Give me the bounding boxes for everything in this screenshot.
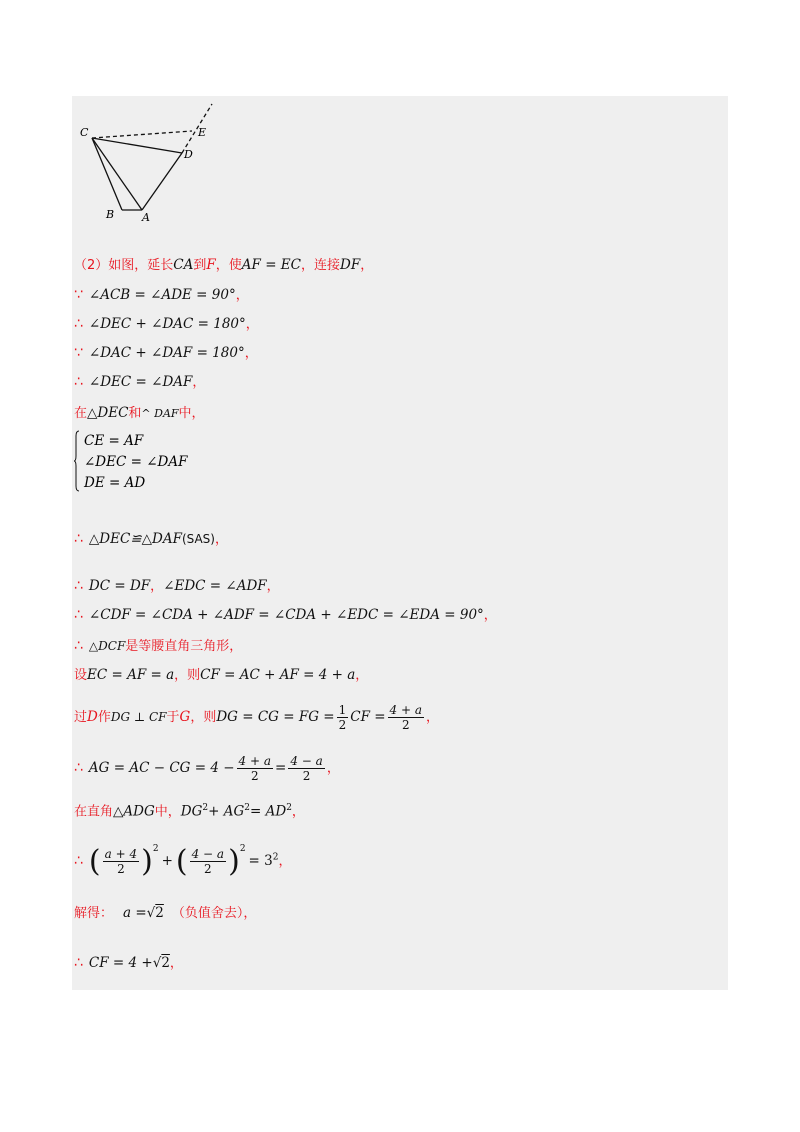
math-ca: CA — [173, 257, 194, 273]
math-l4: ∠DAC + ∠DAF = 180° — [88, 345, 245, 361]
math-l5: ∠DEC = ∠DAF — [88, 374, 193, 390]
math-eq-ad: = AD — [250, 803, 287, 820]
line-10 — [74, 631, 242, 661]
math-cf-final: CF = 4 + — [88, 955, 153, 971]
line-2 — [74, 280, 249, 310]
line-8 — [74, 571, 280, 601]
equation-system — [74, 430, 234, 496]
text-reject-negative: （负值舍去）， — [171, 906, 257, 921]
text-isosceles-right: 是等腰直角三角形， — [125, 639, 243, 654]
comma: ， — [426, 710, 440, 725]
line-4 — [74, 338, 258, 368]
math-tri-dec: △DEC — [87, 405, 129, 421]
label-c: C — [80, 126, 89, 139]
because-symbol: ∵ — [74, 287, 83, 303]
math-df: DF — [340, 257, 361, 273]
fraction-numerator: 4 − a — [191, 847, 225, 861]
math-angle-cdf: ∠CDF = ∠CDA + ∠ADF = ∠CDA + ∠EDC = ∠EDA = 90° — [88, 607, 484, 623]
math-af-ec: AF = EC — [241, 257, 301, 273]
therefore-symbol: ∴ — [74, 374, 83, 390]
comma: ， — [291, 804, 305, 820]
right-paren-icon: ) — [228, 843, 240, 879]
label-e: E — [198, 126, 207, 139]
therefore-symbol: ∴ — [74, 853, 83, 869]
line-3 — [74, 309, 259, 339]
math-f: F — [206, 257, 216, 273]
left-paren-icon: ( — [88, 843, 101, 879]
line-7 — [74, 524, 228, 554]
math-ag: AG = AC − CG = 4 − — [88, 760, 235, 776]
line-14 — [74, 793, 305, 823]
math-d: D — [87, 709, 98, 725]
superscript-2: 2 — [244, 803, 250, 813]
math-tri-adg: △ADG — [113, 803, 155, 820]
dashed-line-de — [182, 104, 212, 153]
text-through: 过 — [74, 710, 88, 725]
fraction-4-plus-a-over-2 — [237, 754, 273, 783]
comma: ， — [483, 608, 497, 623]
text-to: 到 — [193, 258, 207, 273]
comma: ， — [244, 346, 258, 361]
comma: ， — [355, 668, 369, 683]
math-dc-df: DC = DF — [88, 578, 151, 594]
comma: ， — [245, 317, 259, 332]
text-let: 设 — [74, 668, 88, 683]
line-12 — [74, 697, 439, 737]
label-d: D — [184, 148, 193, 161]
sqrt-radicand: 2 — [161, 955, 170, 971]
math-cf-eq: CF = — [350, 709, 386, 725]
text-and: 和 — [128, 406, 142, 421]
line-13 — [74, 748, 340, 788]
text-intro: （2）如图，延长 — [74, 258, 174, 273]
line-16 — [74, 898, 256, 928]
line-9 — [74, 600, 497, 630]
label-a: A — [142, 211, 150, 224]
label-b: B — [106, 208, 115, 221]
math-tri-dcf: △DCF — [88, 639, 126, 653]
text-among: 中， — [178, 406, 205, 421]
therefore-symbol: ∴ — [74, 955, 83, 971]
comma: ， — [278, 854, 292, 869]
left-paren-icon: ( — [175, 843, 188, 879]
math-cf-value: CF = AC + AF = 4 + a — [200, 667, 356, 683]
therefore-symbol: ∴ — [74, 607, 83, 623]
math-dg-perp-cf: DG ⊥ CF — [110, 710, 167, 724]
fraction-denominator: 2 — [204, 862, 212, 876]
text-make: ，使 — [215, 258, 242, 273]
superscript-2: 2 — [152, 844, 159, 854]
comma: ， — [235, 288, 249, 303]
text-then: ，则 — [190, 710, 217, 725]
text-then: ，则 — [174, 668, 201, 683]
line-5 — [74, 367, 205, 397]
math-a-eq: a = — [123, 905, 147, 921]
therefore-symbol: ∴ — [74, 578, 83, 594]
superscript-2: 2 — [286, 803, 292, 813]
fraction-a-plus-4-over-2 — [103, 847, 139, 876]
comma: ， — [150, 579, 164, 594]
system-row-1: CE = AF — [84, 433, 144, 449]
sqrt-icon: √ — [146, 905, 156, 921]
math-tri-daf: ^ DAF — [141, 407, 179, 420]
math-eq-3: = 3 — [248, 853, 273, 869]
line-17 — [74, 948, 183, 978]
left-brace-icon — [74, 430, 80, 492]
math-congruent: △DEC≌△DAF — [88, 531, 182, 547]
right-paren-icon: ) — [141, 843, 153, 879]
segment-cd — [92, 138, 182, 153]
fraction-4-plus-a-over-2 — [388, 703, 424, 732]
fraction-denominator: 2 — [250, 769, 259, 783]
text-among: 中， — [154, 804, 181, 820]
system-row-2: ∠DEC = ∠DAF — [84, 454, 188, 470]
fraction-half — [337, 703, 349, 732]
dashed-line-ce — [92, 131, 192, 138]
text-at: 于 — [166, 710, 180, 725]
math-l2: ∠ACB = ∠ADE = 90° — [88, 287, 236, 303]
comma: ， — [192, 375, 206, 390]
fraction-4-minus-a-over-2 — [190, 847, 226, 876]
text-solve: 解得： — [74, 906, 114, 921]
superscript-2: 2 — [239, 844, 246, 854]
sqrt-radicand: 2 — [155, 905, 164, 921]
math-angle-edc: ∠EDC = ∠ADF — [163, 578, 267, 594]
equals-sign: = — [275, 760, 287, 776]
fraction-numerator: 4 − a — [290, 754, 323, 768]
fraction-numerator: 4 + a — [238, 754, 272, 768]
line-construction — [74, 250, 373, 280]
comma: ， — [214, 532, 228, 547]
text-draw: 作 — [97, 710, 111, 725]
math-plus-ag: + AG — [208, 803, 245, 820]
math-g: G — [179, 709, 191, 725]
system-row-3: DE = AD — [84, 475, 146, 491]
therefore-symbol: ∴ — [74, 638, 83, 654]
fraction-denominator: 2 — [117, 862, 125, 876]
because-symbol: ∵ — [74, 345, 83, 361]
geometry-figure — [74, 98, 234, 230]
text-in-right: 在直角 — [74, 804, 114, 820]
line-6 — [74, 398, 205, 428]
text-comma: ， — [360, 258, 374, 273]
fraction-4-minus-a-over-2 — [288, 754, 324, 783]
text-connect: ，连接 — [300, 258, 340, 273]
comma: ， — [169, 956, 183, 971]
fraction-numerator: 1 — [338, 703, 347, 717]
therefore-symbol: ∴ — [74, 531, 83, 547]
line-11 — [74, 660, 368, 690]
fraction-denominator: 2 — [302, 769, 311, 783]
segment-da — [142, 153, 182, 210]
superscript-2: 2 — [272, 852, 279, 863]
therefore-symbol: ∴ — [74, 760, 83, 776]
math-dg-cg-fg: DG = CG = FG = — [216, 709, 335, 725]
math-dg: DG — [180, 803, 203, 820]
line-15 — [74, 826, 292, 879]
fraction-numerator: 4 + a — [389, 703, 423, 717]
math-l3: ∠DEC + ∠DAC = 180° — [88, 316, 246, 332]
math-sas: (SAS) — [181, 532, 215, 546]
text-in: 在 — [74, 406, 88, 421]
math-ec-af-a: EC = AF = a — [87, 667, 175, 683]
comma: ， — [326, 761, 340, 776]
sqrt-icon: √ — [152, 955, 162, 971]
fraction-numerator: a + 4 — [104, 847, 138, 861]
fraction-denominator: 2 — [338, 718, 347, 732]
superscript-2: 2 — [202, 803, 209, 813]
fraction-denominator: 2 — [401, 718, 410, 732]
therefore-symbol: ∴ — [74, 316, 83, 332]
plus-sign: + — [161, 853, 173, 869]
comma: ， — [266, 579, 280, 594]
